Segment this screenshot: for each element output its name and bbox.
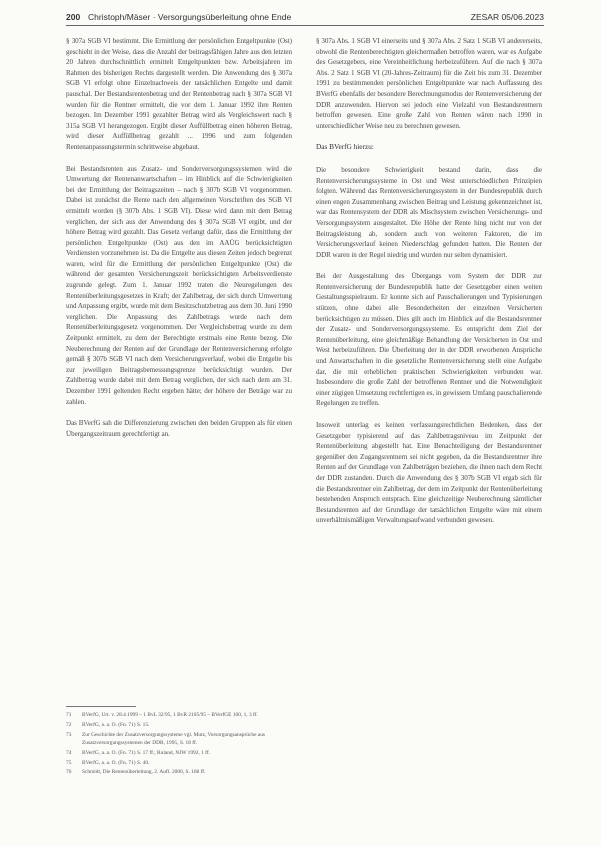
page-header xyxy=(66,9,544,26)
right-paragraph-2: Die besondere Schwierigkeit bestand darin, dass die Rentenversicherungssysteme in Ost und West unterschiedlichen Prinzipien folgten. Während das Rentenversicherungssystem in der Bundesrepublik durch einen engen Zusammenhang zwischen Beitrag und Leistung gekennzeichnet ist, war das Rentensystem der DDR als Mischsystem zwischen Versicherungs- und Versorgungssystem ausgestaltet. Die Höhe der Rente hing nicht nur von der Beitragsleistung ab, sondern auch von weiteren Faktoren, die im Versicherungsverlauf keinen Niederschlag gefunden hatten. Die Renten der DDR waren in der Regel niedrig und wurden nur selten dynamisiert. xyxy=(316,165,542,259)
page-number: 200 xyxy=(66,12,81,22)
footnote-text: BVerfG, a. a. O. (Fn. 71) S. 15. xyxy=(82,721,150,728)
right-paragraph-4: Insoweit unterlag es keinen verfassungsrechtlichen Bedenken, dass der Gesetzgeber typisierend auf das Zahlbetragsniveau im Zeitpunkt der Rentenüberleitung abgestellt hat. Eine Benachteiligung der Bestandsrentner gegenüber den Zugangsrentnern sei nicht gegeben, da die Bestandsrentner ihre Renten auf der Grundlage von Zahlbeträgen beziehen, die ihnen nach dem Recht der DDR zustanden. Durch die Anwendung des § 307b SGB VI ergab sich für die Bestandsrentner ein Zahlbetrag, der dem im Zeitpunkt der Rentenüberleitung bestehenden Anspruch entsprach. Eine gleichzeitige Neuberechnung sämtlicher Bestandsrenten auf der Grundlage der tatsächlichen Entgelte wäre mit einem unverhältnismäßigen Verwaltungsaufwand verbunden gewesen. xyxy=(316,421,542,525)
left-column xyxy=(66,36,292,450)
footnote xyxy=(66,712,292,720)
right-column xyxy=(316,36,542,537)
footnote-number: 75 xyxy=(66,759,72,766)
footnote-divider xyxy=(66,706,136,707)
running-title: Christoph/Mäser · Versorgungsüberleitung ohne Ende xyxy=(88,12,292,22)
left-paragraph-1: § 307a SGB VI bestimmt. Die Ermittlung der persönlichen Entgeltpunkte (Ost) geschieht in der Weise, dass die Anzahl der beitragsfähigen Jahre aus den letzten 20 Jahren durchschnittlich ermittelt Entgeltpunkten bzw. Arbeitsjahren im Rahmen des bisherigen Rechts dargestellt werden. Die Anwendung des § 307a SGB VI erfolgt ohne Einzelnachweis der tatsächlichen Entgelte und damit pauschal. Der Bestandsrentenbetrag und der Rentenbetrag nach § 307a SGB VI wurden für die Rentner ermittelt, die vor dem 1. Januar 1992 ihre Renten bezogen. Im Dezember 1991 gezahlter Betrag wird als Vergleichswert nach § 315a SGB VI herangezogen. Ergibt dieser Auffüllbetrag einen höheren Betrag, wird dieser Auffüllbetrag gezahlt ... 1996 und zum folgenden Rentenanpassungstermin schrittweise abgebaut. xyxy=(66,37,292,151)
left-paragraph-3: Das BVerfG sah die Differenzierung zwischen den beiden Gruppen als für einen Übergangszeitraum gerechtfertigt an. xyxy=(66,419,292,438)
footnote-text: Zur Geschichte der Zusatzversorgungssysteme vgl. Mutz, Vorsorgungsansprüche aus Zusatzversorgungssystemen der DDR, 1995, S. 18 ff. xyxy=(82,731,265,746)
footnote-number: 72 xyxy=(66,721,72,728)
footnotes xyxy=(66,712,292,779)
footnote-number: 73 xyxy=(66,731,72,738)
footnote-number: 76 xyxy=(66,769,72,776)
footnote-text: Schmidt, Die Rentenüberleitung, 2. Aufl. 2000, S. 168 ff. xyxy=(82,769,206,776)
footnote-text: BVerfG, a. a. O. (Fn. 71) S. 17 ff.; Ruland, NJW 1992, 1 ff. xyxy=(82,749,211,756)
right-paragraph-3: Bei der Ausgestaltung des Übergangs vom System der DDR zur Rentenversicherung der Bundesrepublik hatte der Gesetzgeber einen weiten Gestaltungsspielraum. Er konnte sich auf Pauschalierungen und Typisierungen stützen, ohne dabei alle Besonderheiten der einzelnen Versicherten berücksichtigen zu müssen. Dies gilt auch im Hinblick auf die Bestandsrentner der Zusatz- und Sonderversorgungssysteme. Es entspricht dem Ziel der Rentenüberleitung, eine gleichmäßige Behandlung der Versicherten in Ost und West herbeizuführen. Die Überleitung der in der DDR erworbenen Ansprüche und Anwartschaften in die gesetzliche Rentenversicherung stellt eine Aufgabe dar, die mit erheblichen praktischen Schwierigkeiten verbunden war. Insbesondere die große Zahl der betroffenen Rentner und die Notwendigkeit einer zügigen Umsetzung rechtfertigen es, in gewissem Umfang pauschalierende Regelungen zu treffen. xyxy=(316,272,542,408)
section-heading: Das BVerfG hierzu: xyxy=(316,142,374,152)
footnote-text: BVerfG, a. a. O. (Fn. 71) S. 40. xyxy=(82,759,150,766)
footnote xyxy=(66,732,292,748)
footnote-text: BVerfG, Urt. v. 28.4.1999 – 1 BvL 32/95, 1 BvR 2105/95 – BVerfGE 100, 1, 3 ff. xyxy=(82,712,258,718)
right-paragraph-1: § 307a Abs. 1 SGB VI einerseits und § 307a Abs. 2 Satz 1 SGB VI andererseits, obwohl die Rentenberechtigten gleichermaßen betroffen waren, war es Aufgabe des Gesetzgebers, eine Vereinheitlichung herbeizuführen. Auf die nach § 307a Abs. 2 Satz 1 SGB VI (20-Jahres-Zeitraum) für die Zeit bis zum 31. Dezember 1991 zu bestimmenden persönlichen Entgeltpunkte war nach Auffassung des BVerfG ebenfalls der besondere Berechnungsmodus der Rentenversicherung der DDR anzuwenden. Hiervon sei jedoch eine Vielzahl von Bestandsrentnern betroffen gewesen. Eine große Zahl von Renten wären nach 1990 in unterschiedlicher Weise neu zu berechnen gewesen. xyxy=(316,37,542,130)
journal-citation: ZESAR 05/06.2023 xyxy=(470,12,544,22)
footnote xyxy=(66,760,292,768)
footnote xyxy=(66,769,292,777)
footnote-number: 71 xyxy=(66,712,72,718)
footnote-number: 74 xyxy=(66,749,72,756)
left-paragraph-2: Bei Bestandsrenten aus Zusatz- und Sonderversorgungssystemen wird die Umwertung der Rentenanwartschaften – im Hinblick auf die Schwierigkeiten bei der Ermittlung der Beitragszeiten – nach § 307b SGB VI vorgenommen. Dabei ist zunächst die Rente nach den allgemeinen Vorschriften des SGB VI ermittelt worden (§ 307b Abs. 1 SGB VI). Diese wird dann mit dem Betrag verglichen, der sich aus der Anwendung des § 307a SGB VI ergibt, und der höhere Betrag wird gezahlt. Das Gesetz verlangt dafür, dass die Ermittlung der persönlichen Entgeltpunkte (Ost) aus den im AAÜG berücksichtigten Verdiensten vorzunehmen ist. Da die Entgelte aus diesen Zeiten jedoch begrenzt waren, wird für die Ermittlung der persönlichen Entgeltpunkte (Ost) die während der gesamten Versicherungszeit berücksichtigten Arbeitsverdienste zugrunde gelegt. Zum 1. Januar 1992 traten die Neuregelungen des Rentenüberleitungsgesetzes in Kraft; der Zahlbetrag, der sich durch Umwertung und Anpassung ergibt, wurde mit dem Besitzschutzbetrag aus dem 30. Juni 1990 verglichen. Die Anpassung des Zahlbetrags wurde nach dem Rentenüberleitungsgesetz vorgenommen. Der Vergleichsbetrag wurde zu dem Zeitpunkt ermittelt, zu dem der Berechtigte erstmals eine Rente bezog. Die Neuberechnung der Renten auf der Grundlage der Rentenversicherung erfolgte gemäß § 307b SGB VI nach dem Versicherungsverlauf, wobei die Entgelte bis zur jeweiligen Beitragsbemessungsgrenze berücksichtigt wurden. Der Zahlbetrag wurde dabei mit dem Betrag verglichen, der sich nach dem am 31. Dezember 1991 geltenden Recht ergeben hätte; der höhere der Beträge war zu zahlen. xyxy=(66,164,292,406)
footnote xyxy=(66,750,292,758)
footnote xyxy=(66,722,292,730)
